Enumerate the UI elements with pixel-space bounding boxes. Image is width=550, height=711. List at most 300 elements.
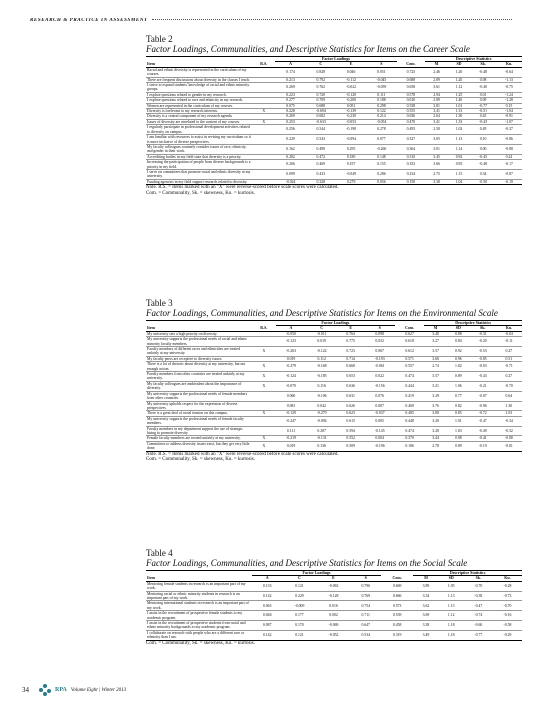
value-cell: 3.29	[424, 391, 447, 401]
value-cell: 1.40	[448, 98, 470, 103]
value-cell: -0.694	[306, 109, 336, 114]
value-cell: -0.128	[316, 591, 350, 601]
table-row	[146, 401, 522, 411]
table-note: Com. = Communality, Sk. = skewness, Ku. = kurtosis.	[146, 190, 255, 196]
value-cell: -0.198	[336, 125, 366, 135]
value-cell: 0.065	[252, 601, 282, 611]
column-header: M	[424, 326, 447, 331]
value-cell: 0.122	[366, 109, 396, 114]
value-cell: 1.15	[448, 169, 470, 179]
item-text-cell: I strive to expand students' knowledge of racial and ethnic minority groups.	[146, 83, 252, 93]
value-cell: -0.050	[276, 331, 307, 336]
column-header: Com.	[381, 576, 413, 581]
value-cell: 0.076	[364, 391, 395, 401]
value-cell: 0.295	[336, 144, 366, 154]
item-text-cell: My university sets a high priority on diversity.	[146, 331, 252, 336]
value-cell: -1.07	[496, 119, 522, 124]
value-cell: 0.046	[252, 611, 282, 621]
item-text-cell: My university upholds respect for the expression of diverse perspectives.	[146, 401, 252, 411]
item-text-cell: Mentoring female students in research is an important part of my work.	[146, 581, 252, 591]
value-cell: -0.75	[496, 83, 522, 93]
value-cell: 0.016	[316, 601, 350, 611]
value-cell: 0.142	[252, 630, 282, 640]
value-cell: -0.88	[496, 144, 522, 154]
value-cell: 3.20	[424, 416, 447, 426]
value-cell: 0.89	[447, 441, 470, 451]
table-3-block	[146, 298, 522, 463]
value-cell	[252, 83, 275, 93]
value-cell: -0.31	[470, 331, 496, 336]
table-row	[146, 611, 522, 621]
value-cell	[252, 401, 276, 411]
value-cell: 0.287	[306, 426, 337, 436]
value-cell: 0.214	[366, 114, 396, 119]
column-header: Ku.	[493, 576, 522, 581]
value-cell: 0.197	[336, 160, 366, 170]
rpa-logo-text: RPA	[55, 687, 67, 693]
value-cell: 1.12	[448, 83, 470, 93]
value-cell: 0.573	[381, 601, 413, 611]
value-cell: 0.610	[397, 98, 426, 103]
value-cell	[252, 426, 276, 436]
value-cell: 0.01	[470, 92, 496, 97]
value-cell	[252, 179, 275, 184]
value-cell: 0.234	[397, 169, 426, 179]
value-cell: -0.96	[470, 401, 496, 411]
value-cell: X	[252, 441, 276, 451]
value-cell: 0.15	[496, 103, 522, 108]
item-text-cell: Faculty members from other countries are treated unfairly at my university.	[146, 372, 252, 382]
value-cell: 0.688	[306, 103, 336, 108]
value-cell: 0.578	[397, 92, 426, 97]
value-cell: 0.98	[447, 436, 470, 441]
table-row	[146, 591, 522, 601]
value-cell: 0.133	[252, 581, 282, 591]
value-cell: 0.353	[397, 160, 426, 170]
value-cell: 0.229	[282, 591, 316, 601]
value-cell: -0.21	[470, 381, 496, 391]
table-note: Note. R.S. = Items marked with an "X" were reverse-scored before scale scores were calculated.	[146, 185, 339, 191]
item-text-cell: My university supports the professional needs of female faculty members.	[146, 416, 252, 426]
table-row	[146, 67, 522, 77]
value-cell: 1.04	[448, 179, 470, 184]
value-cell: X	[252, 436, 276, 441]
value-cell: 0.636	[337, 381, 364, 391]
value-cell: 0.555	[397, 109, 426, 114]
value-cell: -0.70	[464, 581, 493, 591]
value-cell: 0.019	[306, 337, 337, 347]
value-cell: 2.94	[425, 92, 447, 97]
value-cell: 0.754	[351, 601, 381, 611]
table-row	[146, 179, 522, 184]
value-cell: -0.32	[496, 426, 522, 436]
value-cell: 0.005	[364, 416, 395, 426]
value-cell: -0.70	[493, 601, 522, 611]
value-cell: 0.95	[448, 160, 470, 170]
group-header-descriptive: Descriptive Statistics	[413, 571, 522, 576]
value-cell: -0.124	[306, 347, 337, 357]
value-cell: 0.668	[337, 362, 364, 372]
value-cell: 1.05	[439, 581, 464, 591]
running-head-text: RESEARCH & PRACTICE IN ASSESSMENT	[30, 18, 148, 23]
value-cell: 0.370	[395, 436, 424, 441]
value-cell: -0.168	[306, 362, 337, 372]
value-cell: -0.185	[306, 372, 337, 382]
column-header: R.S.	[252, 62, 275, 67]
value-cell: X	[252, 347, 276, 357]
table-row	[146, 125, 522, 135]
item-text-cell: I serve on committees that promote racial and ethnic diversity at my university.	[147, 169, 251, 179]
value-cell: -0.260	[366, 144, 396, 154]
value-cell: 0.85	[447, 411, 470, 416]
table-title: Factor Loadings, Communalities, and Descriptive Statistics for Items on the Career Scale	[146, 44, 470, 54]
value-cell: -0.124	[276, 372, 307, 382]
value-cell: -0.38	[464, 591, 493, 601]
value-cell: -0.85	[470, 356, 496, 361]
value-cell: 0.056	[366, 179, 396, 184]
column-header: E	[316, 576, 350, 581]
value-cell: -0.196	[364, 441, 395, 451]
column-header: C	[306, 326, 337, 331]
running-head	[30, 18, 520, 23]
value-cell: 0.49	[470, 125, 496, 135]
value-cell: 0.327	[397, 135, 426, 145]
value-cell: 0.042	[306, 401, 337, 411]
value-cell: 0.92	[447, 347, 470, 357]
value-cell: 0.538	[397, 103, 426, 108]
value-cell: -0.200	[336, 98, 366, 103]
value-cell: -0.279	[306, 411, 337, 416]
value-cell: 0.081	[276, 401, 307, 411]
value-cell: -0.059	[366, 83, 396, 93]
value-cell: -0.112	[336, 77, 366, 82]
column-header: M	[413, 576, 438, 581]
table-row	[146, 601, 522, 611]
value-cell: -1.28	[496, 98, 522, 103]
page-number: 34	[22, 686, 29, 694]
value-cell: -0.045	[366, 77, 396, 82]
value-cell: 2.64	[425, 114, 447, 119]
value-cell: 1.18	[439, 630, 464, 640]
value-cell: 0.709	[306, 98, 336, 103]
value-cell: 3.57	[424, 372, 447, 382]
value-cell: 0.495	[397, 125, 426, 135]
value-cell: 0.796	[351, 581, 381, 591]
value-cell: 0.485	[395, 411, 424, 416]
table-row	[146, 391, 522, 401]
value-cell: 0.162	[275, 144, 305, 154]
value-cell: 2.74	[424, 362, 447, 372]
page-footer	[22, 684, 126, 696]
value-cell: 0.557	[395, 362, 424, 372]
value-cell: 0.400	[395, 401, 424, 411]
value-cell: -0.19	[470, 441, 496, 451]
value-cell: -0.094	[336, 135, 366, 145]
value-cell: X	[252, 109, 275, 114]
value-cell: -0.86	[496, 135, 522, 145]
value-cell: 0.136	[306, 441, 337, 451]
column-header: Sk.	[470, 62, 496, 67]
value-cell: 3.27	[424, 337, 447, 347]
value-cell: 0.618	[395, 337, 424, 347]
value-cell: 1.12	[439, 611, 464, 621]
column-header: SD	[439, 576, 464, 581]
value-cell: 1.01	[448, 103, 470, 108]
value-cell: -1.24	[496, 92, 522, 97]
value-cell: 2.89	[425, 98, 447, 103]
value-cell: 0.256	[275, 125, 305, 135]
value-cell: 0.82	[447, 401, 470, 411]
value-cell: 1.13	[448, 135, 470, 145]
value-cell: 0.099	[275, 169, 305, 179]
item-text-cell: Committees to address diversity issues exist, but they get very little done.	[146, 441, 252, 451]
value-cell: 0.458	[381, 621, 413, 631]
value-cell: 0.658	[397, 83, 426, 93]
value-cell: 0.34	[470, 169, 496, 179]
value-cell: 0.002	[316, 611, 350, 621]
value-cell: -0.011	[306, 331, 337, 336]
data-table	[146, 570, 522, 641]
column-header: Sk.	[470, 326, 496, 331]
table-row	[146, 441, 522, 451]
value-cell: 2.89	[425, 77, 447, 82]
value-cell: 1.25	[448, 92, 470, 97]
value-cell: -0.069	[316, 621, 350, 631]
value-cell: 0.433	[306, 169, 336, 179]
group-header-loadings: Factor Loadings	[275, 57, 396, 62]
value-cell: -0.120	[336, 92, 366, 97]
table-4-block	[146, 548, 522, 646]
value-cell: 3.66	[425, 160, 447, 170]
value-cell: 0.253	[275, 119, 305, 124]
value-cell: -0.054	[366, 119, 396, 124]
column-header: M	[425, 62, 447, 67]
value-cell: -0.77	[470, 103, 496, 108]
value-cell: 0.84	[447, 337, 470, 347]
value-cell: 3.81	[425, 103, 447, 108]
value-cell: 0.310	[397, 154, 426, 159]
column-header: Ku.	[496, 62, 522, 67]
value-cell: -0.024	[275, 179, 305, 184]
column-header: A	[276, 326, 307, 331]
value-cell: X	[252, 381, 276, 391]
value-cell: 3.80	[424, 411, 447, 416]
value-cell: -1.13	[496, 77, 522, 82]
column-header: A	[275, 62, 305, 67]
value-cell: 0.319	[381, 630, 413, 640]
value-cell: 0.282	[275, 154, 305, 159]
value-cell: -0.43	[470, 372, 496, 382]
value-cell: 3.45	[425, 154, 447, 159]
value-cell: 0.448	[395, 416, 424, 426]
value-cell: -0.53	[470, 347, 496, 357]
column-header: S	[351, 576, 381, 581]
value-cell: 0.469	[306, 160, 336, 170]
value-cell: 0.10	[470, 135, 496, 145]
item-text-cell: Issues of diversity are unrelated to the content of my courses.	[146, 119, 252, 124]
value-cell: 1.18	[439, 621, 464, 631]
value-cell: 1.01	[447, 416, 470, 426]
item-text-cell: I explore questions related to race and ethnicity in my research.	[146, 98, 252, 103]
data-table	[146, 320, 522, 452]
value-cell: 0.490	[306, 144, 336, 154]
value-cell: -0.77	[464, 630, 493, 640]
value-cell: 3.44	[424, 436, 447, 441]
column-header: R.S.	[252, 326, 276, 331]
table-row	[146, 160, 522, 170]
value-cell: 0.636	[397, 114, 426, 119]
value-cell: 1.31	[448, 109, 470, 114]
value-cell: -0.263	[276, 347, 307, 357]
value-cell: -0.19	[496, 179, 522, 184]
value-cell: -0.08	[496, 436, 522, 441]
value-cell	[252, 337, 276, 347]
value-cell: 0.278	[366, 125, 396, 135]
value-cell: 3.41	[425, 119, 447, 124]
value-cell: 0.170	[282, 621, 316, 631]
value-cell: 0.47	[496, 347, 522, 357]
value-cell: 3.01	[425, 144, 447, 154]
value-cell: 0.007	[364, 401, 395, 411]
value-cell: 0.669	[381, 581, 413, 591]
value-cell: -0.193	[364, 356, 395, 361]
value-cell: -0.106	[306, 391, 337, 401]
value-cell: -0.51	[470, 109, 496, 114]
value-cell: 2.46	[425, 67, 447, 77]
table-row	[146, 347, 522, 357]
value-cell: 0.24	[496, 154, 522, 159]
value-cell: 0.051	[336, 103, 366, 108]
value-cell: -0.91	[496, 114, 522, 119]
value-cell: 0.111	[276, 426, 307, 436]
value-cell: 3.21	[424, 381, 447, 391]
column-header: SD	[447, 326, 470, 331]
value-cell: -0.04	[496, 331, 522, 336]
value-cell: -0.139	[336, 109, 366, 114]
value-cell: 0.725	[397, 67, 426, 77]
value-cell: -0.87	[496, 169, 522, 179]
value-cell: 0.121	[282, 581, 316, 591]
value-cell: -0.64	[496, 67, 522, 77]
value-cell: 3.76	[424, 401, 447, 411]
table-note: Note. R.S. = Items marked with an "X" were reverse-scored before scale scores were calculated.	[146, 451, 339, 457]
value-cell: 0.27	[496, 372, 522, 382]
table-title: Factor Loadings, Communalities, and Descriptive Statistics for Items on the Social Scale	[146, 558, 468, 568]
value-cell: -0.279	[276, 362, 307, 372]
item-text-cell: Women are represented in the curriculum of my courses.	[146, 103, 252, 108]
value-cell: 3.38	[425, 179, 447, 184]
value-cell	[252, 169, 275, 179]
value-cell: -0.247	[276, 416, 307, 426]
value-cell: 0.723	[337, 347, 364, 357]
value-cell: 0.623	[337, 411, 364, 416]
value-cell: 0.631	[337, 391, 364, 401]
value-cell: 0.711	[351, 611, 381, 621]
value-cell: -0.60	[464, 621, 493, 631]
value-cell: -0.07	[470, 391, 496, 401]
value-cell: -0.070	[276, 381, 307, 391]
value-cell: 0.150	[397, 179, 426, 184]
table-row	[146, 372, 522, 382]
value-cell: 1.20	[448, 77, 470, 82]
value-cell: 0.004	[364, 436, 395, 441]
value-cell: 0.155	[366, 160, 396, 170]
value-cell: 0.180	[336, 154, 366, 159]
column-header: E	[336, 62, 366, 67]
value-cell: X	[252, 411, 276, 416]
value-cell: -0.219	[276, 436, 307, 441]
table-label: Table 4	[146, 548, 173, 558]
value-cell: 0.792	[306, 77, 336, 82]
value-cell: 0.775	[337, 337, 364, 347]
value-cell: -0.230	[336, 114, 366, 119]
item-text-cell: Funding agencies in my field support research related to diversity.	[146, 179, 252, 184]
value-cell	[252, 67, 275, 77]
value-cell: 2.50	[425, 125, 447, 135]
value-cell: -0.47	[464, 601, 493, 611]
table-row	[146, 426, 522, 436]
value-cell: 0.51	[496, 356, 522, 361]
value-cell: 0.112	[306, 356, 337, 361]
value-cell: 1.15	[439, 601, 464, 611]
value-cell: 0.534	[351, 630, 381, 640]
value-cell: 3.61	[425, 83, 447, 93]
item-text-cell: I am familiar with resources to assist in revising my curriculum so it is more inclusive of diverse perspectives.	[147, 135, 251, 144]
value-cell: -1.04	[496, 109, 522, 114]
table-row	[146, 630, 522, 640]
value-cell: -0.37	[496, 125, 522, 135]
value-cell: 0.764	[337, 331, 364, 336]
table-row	[146, 144, 522, 154]
item-text-cell: I explore questions related to gender in my research.	[146, 92, 252, 97]
column-header: Com.	[395, 326, 424, 331]
value-cell: 0.032	[364, 337, 395, 347]
value-cell: 3.49	[413, 630, 438, 640]
item-text-cell: Mentoring racial or ethnic minority students in research is an important part of my work.	[146, 591, 252, 601]
value-cell: -0.20	[470, 337, 496, 347]
value-cell: -0.01	[496, 441, 522, 451]
value-cell: 0.612	[395, 347, 424, 357]
value-cell: 0.45	[470, 114, 496, 119]
table-row	[146, 362, 522, 372]
value-cell: 3.62	[413, 601, 438, 611]
value-cell: 0.229	[275, 135, 305, 145]
value-cell: -0.145	[364, 426, 395, 436]
value-cell: 0.077	[366, 135, 396, 145]
value-cell	[252, 135, 275, 145]
item-text-cell: Increasing the participation of people from diverse backgrounds is a priority in my field.	[147, 160, 251, 169]
value-cell: 1.02	[448, 125, 470, 135]
group-header-descriptive: Descriptive Statistics	[425, 57, 522, 62]
value-cell: 0.653	[337, 372, 364, 382]
value-cell: 0.543	[306, 135, 336, 145]
value-cell: 0.544	[306, 125, 336, 135]
value-cell: 0.09	[470, 98, 496, 103]
item-text-cell: There are frequent discussions about diversity in the classes I teach.	[147, 77, 251, 82]
value-cell: 0.769	[351, 591, 381, 601]
value-cell: -0.049	[336, 169, 366, 179]
value-cell: -0.022	[336, 83, 366, 93]
column-header: SD	[448, 62, 470, 67]
value-cell: 0.116	[306, 381, 337, 391]
value-cell: 0.762	[306, 83, 336, 93]
value-cell: -0.70	[496, 381, 522, 391]
value-cell: 0.046	[336, 67, 366, 77]
value-cell	[252, 144, 275, 154]
value-cell: 0.174	[275, 67, 305, 77]
table-row	[146, 83, 522, 93]
value-cell: -0.47	[470, 416, 496, 426]
